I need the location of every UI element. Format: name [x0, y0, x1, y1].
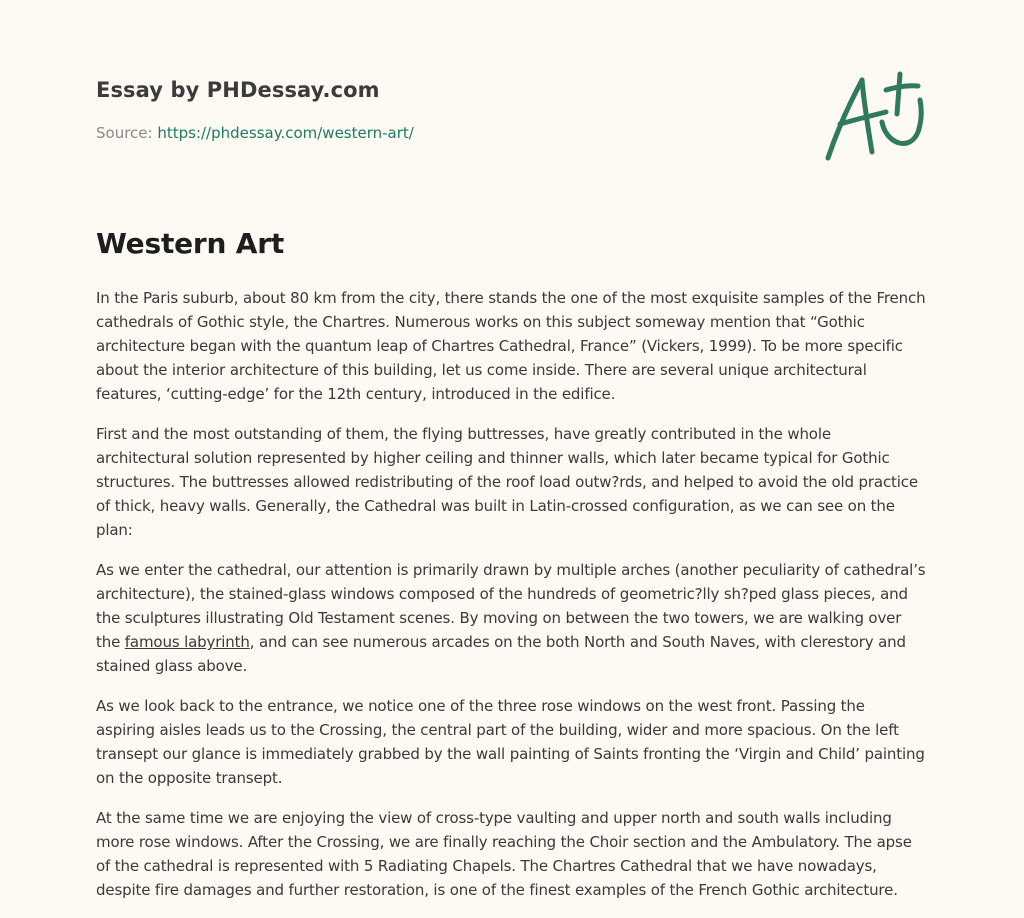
- paragraph-text: As we enter the cathedral, our attention is primarily drawn by multiple arches (another peculiarity of cathedral’s architecture), the stained-glass windows composed of the hundreds of geometric?lly sh?ped glass pieces, and the sculptures illustrating Old Testament scenes. By moving on between the two towers, we are walking over the: [96, 561, 926, 651]
- source-label: Source:: [96, 124, 158, 142]
- article-title: Western Art: [96, 227, 285, 260]
- paragraph-text: , and can see numerous arcades on the both North and South Naves, with clerestory and stained glass above.: [96, 633, 906, 675]
- site-title: Essay by PHDessay.com: [96, 78, 380, 102]
- source-link[interactable]: https://phdessay.com/western-art/: [157, 124, 414, 142]
- header: [96, 76, 696, 143]
- paragraph: In the Paris suburb, about 80 km from the city, there stands the one of the most exquisite samples of the French cathedrals of Gothic style, the Chartres. Numerous works on this subject someway mention that “Gothic architecture began with the quantum leap of Chartres Cathedral, France” (Vickers, 1999). To be more specific about the interior architecture of this building, let us come inside. There are several unique architectural features, ‘cutting-edge’ for the 12th century, introduced in the edifice.: [96, 289, 926, 403]
- source-line: [96, 123, 696, 143]
- article: [96, 226, 928, 918]
- paragraph: As we look back to the entrance, we notice one of the three rose windows on the west front. Passing the aspiring aisles leads us to the Crossing, the central part of the building, wider and more spacious. On the left transept our glance is immediately grabbed by the wall painting of Saints fronting the ‘Virgin and Child’ painting on the opposite transept.: [96, 697, 925, 787]
- paragraph: [96, 558, 928, 678]
- paragraph: First and the most outstanding of them, the flying buttresses, have greatly contributed in the whole architectural solution represented by higher ceiling and thinner walls, which later became typical for Gothic structures. The buttresses allowed redistributing of the roof load outw?rds, and helped to avoid the old practice of thick, heavy walls. Generally, the Cathedral was built in Latin-crossed configuration, as we can see on the plan:: [96, 425, 918, 539]
- famous-labyrinth-link[interactable]: famous labyrinth: [124, 633, 250, 651]
- paragraph: At the same time we are enjoying the view of cross-type vaulting and upper north and south walls including more rose windows. After the Crossing, we are finally reaching the Choir section and the Ambulatory. The apse of the cathedral is represented with 5 Radiating Chapels. The Chartres Cathedral that we have nowadays, despite fire damages and further restoration, is one of the finest examples of the French Gothic architecture.: [96, 809, 912, 899]
- a-plus-logo-icon: [822, 70, 928, 162]
